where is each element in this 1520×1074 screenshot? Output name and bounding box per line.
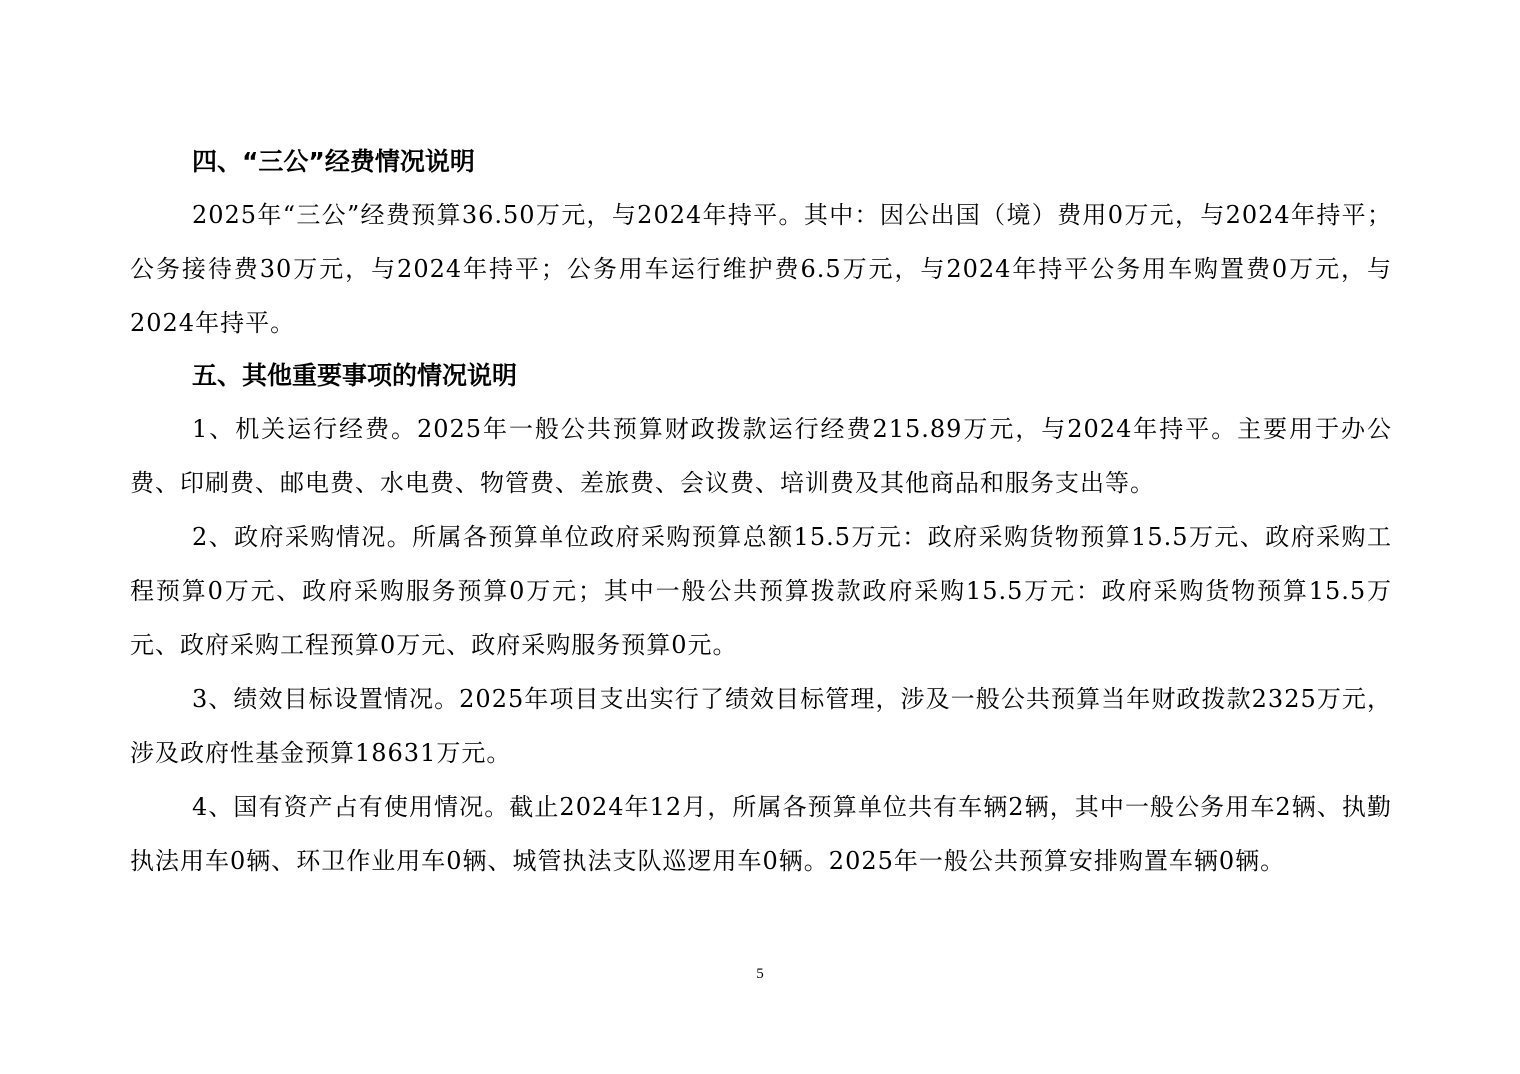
government-procurement-paragraph: 2、政府采购情况。所属各预算单位政府采购预算总额15.5万元：政府采购货物预算15.5万元、政府采购工程预算0万元、政府采购服务预算0万元；其中一般公共预算拨款政府采购15.5万元：政府采购货物预算15.5万元、政府采购工程预算0万元、政府采购服务预算0元。	[130, 523, 1392, 659]
document-page	[130, 136, 1392, 888]
section-heading-sangong: 四、“三公”经费情况说明	[192, 147, 475, 176]
sangong-paragraph: 2025年“三公”经费预算36.50万元，与2024年持平。其中：因公出国（境）费用0万元，与2024年持平；公务接待费30万元，与2024年持平；公务用车运行维护费6.5万元，与2024年持平公务用车购置费0万元，与2024年持平。	[130, 201, 1392, 337]
section-heading-other-matters: 五、其他重要事项的情况说明	[192, 361, 518, 390]
performance-target-paragraph: 3、绩效目标设置情况。2025年项目支出实行了绩效目标管理，涉及一般公共预算当年财政拨款2325万元，涉及政府性基金预算18631万元。	[130, 685, 1392, 767]
state-assets-paragraph: 4、国有资产占有使用情况。截止2024年12月，所属各预算单位共有车辆2辆，其中一般公务用车2辆、执勤执法用车0辆、环卫作业用车0辆、城管执法支队巡逻用车0辆。2025年一般公共预算安排购置车辆0辆。	[130, 793, 1392, 875]
page-number: 5	[756, 966, 764, 982]
operating-expenses-paragraph: 1、机关运行经费。2025年一般公共预算财政拨款运行经费215.89万元，与2024年持平。主要用于办公费、印刷费、邮电费、水电费、物管费、差旅费、会议费、培训费及其他商品和服务支出等。	[130, 415, 1392, 497]
